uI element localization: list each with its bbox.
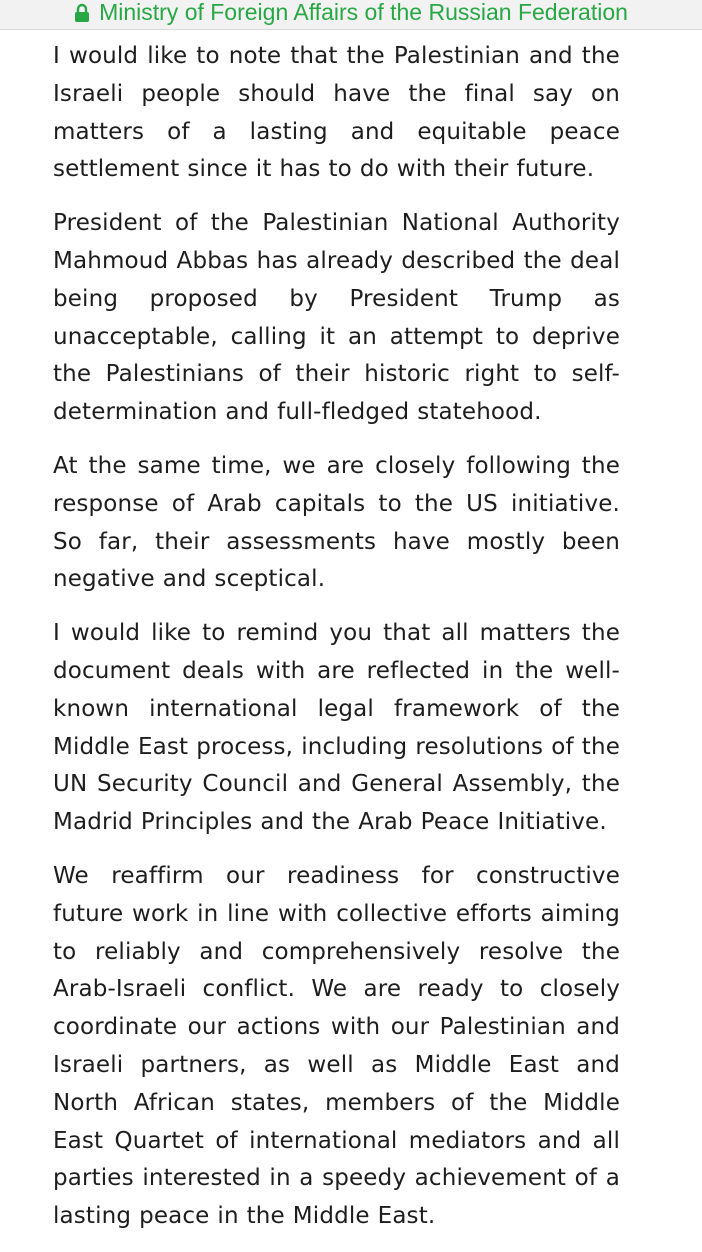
address-bar[interactable] [0, 0, 702, 30]
article-body [53, 38, 620, 1252]
paragraph-3: At the same time, we are closely following the response of Arab capitals to the US initiative. So far, their assessments have mostly been negative and sceptical. [53, 452, 620, 593]
paragraph-1: I would like to note that the Palestinian and the Israeli people should have the final say on matters of a lasting and equitable peace settlement since it has to do with their future. [53, 43, 620, 183]
paragraph-2: President of the Palestinian National Authority Mahmoud Abbas has already described the deal being proposed by President Trump as unacceptable, calling it an attempt to deprive the Palestinians of their historic right to self-determination and full-fledged statehood. [53, 210, 620, 426]
site-url-label: Ministry of Foreign Affairs of the Russian Federation [99, 0, 628, 25]
paragraph-4: I would like to remind you that all matters the document deals with are reflected in the well-known international legal framework of the Middle East process, including resolutions of the UN Security Council and General Assembly, the Madrid Principles and the Arab Peace Initiative. [53, 620, 620, 836]
lock-icon [74, 3, 90, 23]
paragraph-5: We reaffirm our readiness for constructive future work in line with collective efforts aiming to reliably and comprehensively resolve the Arab-Israeli conflict. We are ready to closely coordinate our actions with our Palestinian and Israeli partners, as well as Middle East and North African states, members of the Middle East Quartet of international mediators and all parties interested in a speedy achievement of a lasting peace in the Middle East. [53, 862, 620, 1230]
